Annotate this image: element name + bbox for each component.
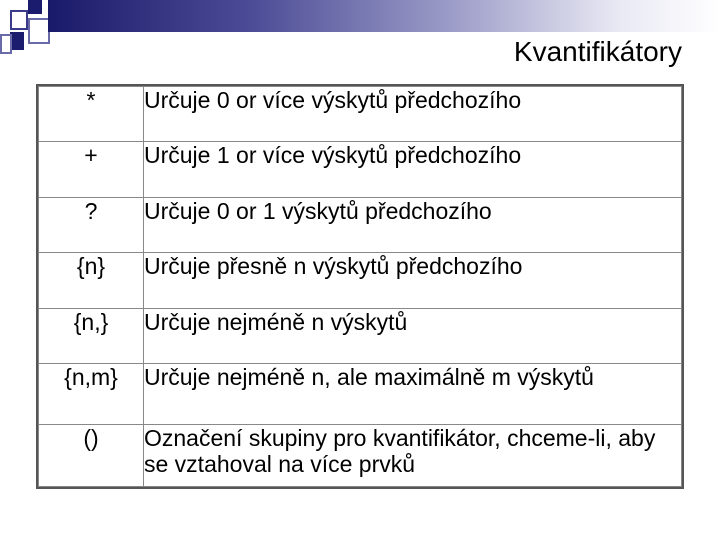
quantifier-description: Určuje nejméně n, ale maximálně m výskytů (144, 363, 682, 425)
quantifier-symbol: * (39, 87, 144, 142)
quantifier-symbol: () (39, 425, 144, 487)
quantifier-description: Označení skupiny pro kvantifikátor, chceme-li, aby se vztahoval na více prvků (144, 425, 682, 487)
quantifier-symbol: {n,m} (39, 363, 144, 425)
quantifier-table (38, 86, 682, 487)
quantifier-description: Určuje 1 or více výskytů předchozího (144, 142, 682, 197)
table-row (39, 87, 682, 142)
quantifier-description: Určuje nejméně n výskytů (144, 308, 682, 363)
deco-square (28, 0, 42, 14)
quantifier-description: Určuje přesně n výskytů předchozího (144, 253, 682, 308)
slide-title: Kvantifikátory (513, 36, 682, 67)
quantifier-description: Určuje 0 or více výskytů předchozího (144, 87, 682, 142)
table-row (39, 308, 682, 363)
quantifier-symbol: ? (39, 197, 144, 252)
table-row (39, 425, 682, 487)
deco-square (10, 32, 24, 50)
table-row (39, 197, 682, 252)
deco-square (0, 34, 12, 54)
quantifier-symbol: + (39, 142, 144, 197)
quantifier-table-container (36, 84, 684, 489)
quantifier-symbol: {n} (39, 253, 144, 308)
table-row (39, 253, 682, 308)
quantifier-symbol: {n,} (39, 308, 144, 363)
table-row (39, 142, 682, 197)
table-row (39, 363, 682, 425)
deco-square (28, 18, 50, 44)
quantifier-description: Určuje 0 or 1 výskytů předchozího (144, 197, 682, 252)
deco-square (10, 10, 28, 30)
title-gradient-bar (48, 0, 720, 32)
